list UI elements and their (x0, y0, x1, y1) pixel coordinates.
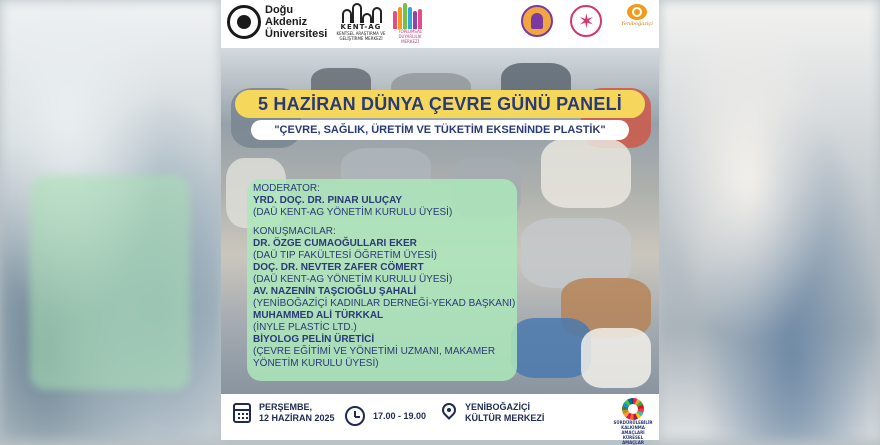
clock-icon (345, 406, 365, 426)
moderator-name: YRD. DOÇ. DR. PINAR ULUÇAY (253, 195, 403, 206)
snail-logo: Yeniboğaziçi (617, 2, 657, 42)
title-banner (235, 90, 645, 118)
speaker-role: (YENİBOĞAZİÇİ KADINLAR DERNEĞİ-YEKAD BAŞKANI) (253, 298, 516, 309)
speaker-role: (DAÜ TIP FAKÜLTESİ ÖĞRETİM ÜYESİ) (253, 250, 437, 261)
speakers-label: KONUŞMACILAR: (253, 226, 336, 237)
people-figures-icon (393, 3, 427, 29)
speaker-name: AV. NAZENİN TAŞCIOĞLU ŞAHALİ (253, 286, 417, 297)
event-poster (221, 0, 659, 445)
women-association-logo-icon (521, 5, 553, 37)
kent-ag-buildings-icon (338, 3, 384, 23)
speaker-role: (ÇEVRE EĞİTİMİ VE YÖNETİMİ UZMANI, MAKAMER (253, 346, 496, 357)
kent-ag-logo: KENT-AG KENTSEL ARAŞTIRMA VE GELİŞTİRME MERKEZİ (331, 3, 391, 41)
speaker-name: BİYOLOG PELİN ÜRETİCİ (253, 334, 375, 345)
dau-seal-icon (227, 5, 261, 39)
event-time: 17.00 - 19.00 (345, 406, 426, 426)
dau-name: Doğu Akdeniz Üniversitesi (265, 4, 328, 40)
speaker-role: (İNYLE PLASTİC LTD.) (253, 322, 357, 333)
event-subtitle: "ÇEVRE, SAĞLIK, ÜRETİM VE TÜKETİM EKSENİNDE PLASTİK" (274, 124, 606, 136)
event-title: 5 HAZİRAN DÜNYA ÇEVRE GÜNÜ PANELİ (258, 93, 622, 114)
event-date: PERŞEMBE, 12 HAZİRAN 2025 (233, 402, 335, 424)
speaker-role: (DAÜ KENT-AG YÖNETİM KURULU ÜYESİ) (253, 274, 453, 285)
sdg-wheel-icon (622, 398, 644, 420)
speaker-name: DR. ÖZGE CUMAOĞULLARI EKER (253, 238, 417, 249)
speakers-panel (247, 179, 517, 381)
snail-icon (627, 4, 647, 20)
event-venue: YENİBOĞAZİÇİ KÜLTÜR MERKEZİ (441, 402, 544, 424)
dau-logo (227, 4, 327, 40)
moderator-label: MODERATOR: (253, 183, 320, 194)
moderator-role: (DAÜ KENT-AG YÖNETİM KURULU ÜYESİ) (253, 207, 453, 218)
global-goals-logo: SÜRDÜRÜLEBİLİR KALKINMA AMAÇLARI KÜRESEL AMAÇLAR (613, 398, 653, 438)
subtitle-banner (251, 120, 629, 140)
speaker-role: YÖNETİM KURULU ÜYESİ) (253, 358, 379, 369)
event-details-footer (221, 394, 659, 445)
speaker-name: MUHAMMED ALİ TÜRKKAL (253, 310, 384, 321)
dance-figure-logo-icon (570, 5, 602, 37)
speaker-name: DOÇ. DR. NEVTER ZAFER CÖMERT (253, 262, 424, 273)
location-pin-icon (441, 403, 457, 423)
blurred-backdrop-left (0, 0, 221, 440)
calendar-icon (233, 403, 251, 423)
partner-logos-bar (221, 0, 659, 48)
toplumsal-duyarlilik-logo: TOPLUMSAL DUYARLILIK MERKEZİ (393, 3, 427, 45)
blurred-backdrop-right (659, 0, 880, 440)
